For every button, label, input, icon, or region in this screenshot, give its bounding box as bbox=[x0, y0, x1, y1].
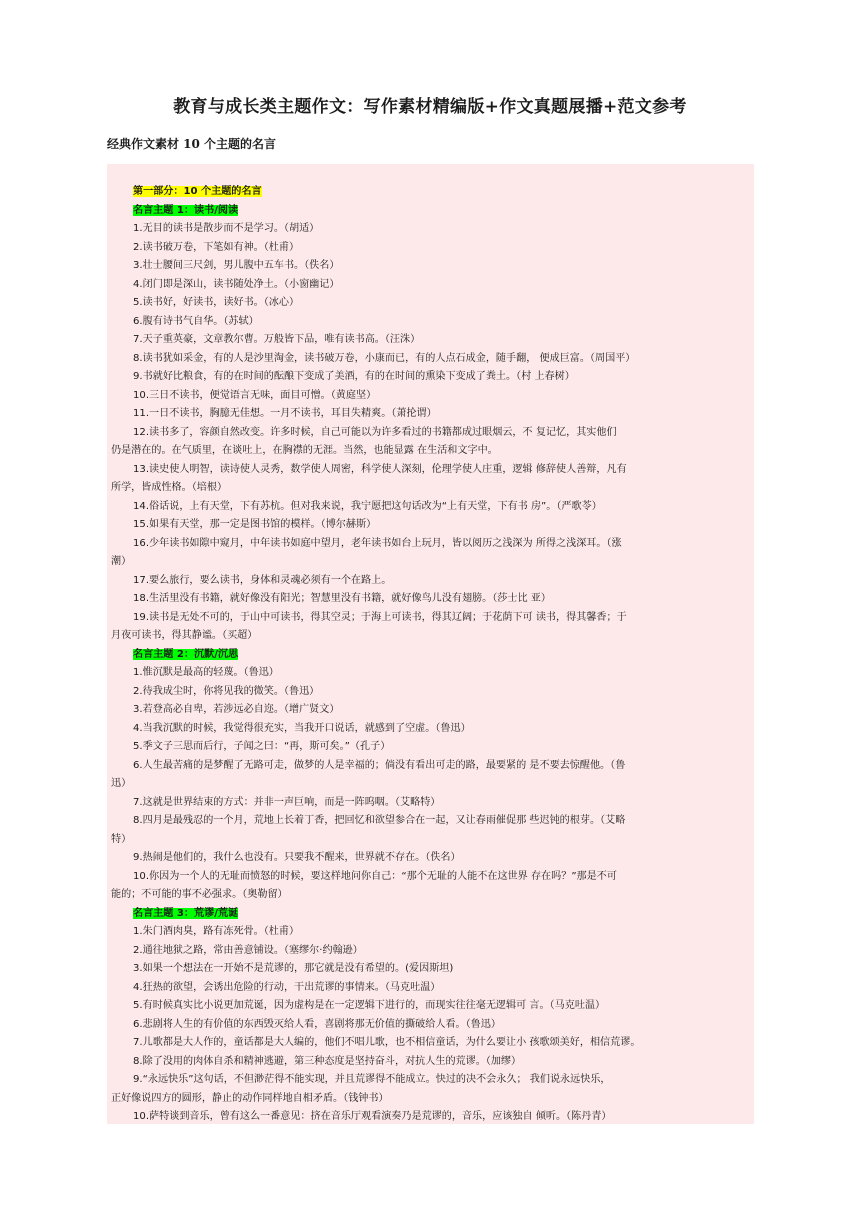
quote-item: 7.儿歌都是大人作的，童话都是大人编的，他们不唱儿歌，也不相信童话，为什么要让小 孩歌颂美好，相信荒谬。 bbox=[133, 1037, 641, 1048]
quote-item: 7.这就是世界结束的方式：并非一声巨响，而是一阵呜咽。（艾略特） bbox=[133, 796, 441, 808]
quote-continuation: 潮） bbox=[111, 556, 132, 567]
quote-item: 19.读书是无处不可的，于山中可读书，得其空灵；于海上可读书，得其辽阔；于花荫下可 读书，得其馨香；于 bbox=[133, 611, 627, 623]
quote-item: 2.通往地狱之路，常由善意铺设。（塞缪尔·约翰逊） bbox=[133, 944, 363, 956]
theme-heading-label: 名言主题 1：读书/阅读 bbox=[133, 204, 239, 216]
quote-item: 13.读史使人明智，读诗使人灵秀，数学使人周密，科学使人深刻，伦理学使人庄重，逻辑 修辞使人善辩，凡有 bbox=[133, 463, 627, 475]
quote-item: 9.书就好比粮食，有的在时间的酝酿下变成了美酒，有的在时间的熏染下变成了粪土。（村 上春树） bbox=[133, 371, 575, 382]
document-title: 教育与成长类主题作文：写作素材精编版+作文真题展播+范文参考 bbox=[173, 97, 687, 117]
quote-item: 4.当我沉默的时候，我觉得很充实，当我开口说话，就感到了空虚。（鲁迅） bbox=[133, 722, 471, 734]
quote-item: 2.读书破万卷，下笔如有神。（杜甫） bbox=[133, 241, 300, 253]
quote-item: 1.惟沉默是最高的轻蔑。（鲁迅） bbox=[133, 667, 279, 678]
quote-continuation: 能的；不可能的事不必强求。（奥勒留） bbox=[111, 889, 288, 900]
quote-item: 1.朱门酒肉臭，路有冻死骨。（杜甫） bbox=[133, 926, 300, 937]
quote-item: 6.人生最苦痛的是梦醒了无路可走，做梦的人是幸福的；倘没有看出可走的路，最要紧的 是不要去惊醒他。（鲁 bbox=[133, 759, 626, 771]
quote-item: 7.天子重英豪，文章教尔曹。万般皆下品，唯有读书高。（汪洙） bbox=[133, 334, 421, 345]
quote-item: 9.“永远快乐”这句话，不但渺茫得不能实现，并且荒谬得不能成立。快过的决不会永久； 我们说永远快乐， bbox=[133, 1074, 611, 1085]
quote-item: 3.若登高必自卑，若涉远必自迩。（增广贤文） bbox=[133, 704, 340, 715]
quote-item: 6.悲剧将人生的有价值的东西毁灭给人看，喜剧将那无价值的撕破给人看。（鲁迅） bbox=[133, 1018, 501, 1030]
quote-item: 10.你因为一个人的无耻而愤怒的时候，要这样地问你自己：“那个无耻的人能不在这世界 存在吗？”那是不可 bbox=[133, 870, 617, 882]
quote-item: 14.俗话说，上有天堂，下有苏杭。但对我来说，我宁愿把这句话改为“上有天堂，下有书 房”。（严歌苓） bbox=[133, 500, 602, 512]
quote-continuation: 正好像说四方的圆形，静止的动作同样地自相矛盾。（钱钟书） bbox=[111, 1092, 389, 1104]
quote-continuation: 仍是潜在的。在气质里，在谈吐上，在胸襟的无涯。当然，也能显露 在生活和文字中。 bbox=[111, 445, 498, 456]
quote-item: 3.如果一个想法在一开始不是荒谬的，那它就是没有希望的。(爱因斯坦) bbox=[133, 963, 454, 974]
quote-item: 8.读书犹如采金，有的人是沙里淘金，读书破万卷，小康而已，有的人点石成金，随手翻， 便成巨富。（周国平） bbox=[133, 352, 636, 364]
document-subtitle: 经典作文素材 10 个主题的名言 bbox=[107, 137, 277, 151]
theme-heading bbox=[107, 905, 754, 924]
quote-continuation: 所学，皆成性格。（培根） bbox=[111, 482, 228, 493]
quote-item: 8.四月是最残忍的一个月，荒地上长着丁香，把回忆和欲望参合在一起，又让春雨催促那 些迟钝的根芽。（艾略 bbox=[133, 815, 626, 826]
quote-item: 16.少年读书如隙中窥月，中年读书如庭中望月，老年读书如台上玩月，皆以阅历之浅深为 所得之浅深耳。（涨 bbox=[133, 537, 622, 549]
theme-heading bbox=[107, 202, 754, 221]
quote-item: 15.如果有天堂，那一定是图书馆的模样。（博尔赫斯） bbox=[133, 519, 377, 530]
quote-item: 1.无目的读书是散步而不是学习。（胡适） bbox=[133, 223, 320, 234]
quote-item: 5.季文子三思而后行，子闻之曰：“再，斯可矣。”（孔子） bbox=[133, 741, 391, 752]
quote-continuation: 特） bbox=[111, 833, 132, 845]
quote-item: 6.腹有诗书气自华。（苏轼） bbox=[133, 315, 259, 327]
quote-item: 5.有时候真实比小说更加荒诞，因为虚构是在一定逻辑下进行的，而现实往往毫无逻辑可 言。（马克吐温） bbox=[133, 1000, 606, 1011]
quote-item: 12.读书多了，容颜自然改变。许多时候，自己可能以为许多看过的书籍都成过眼烟云，不 复记忆，其实他们 bbox=[133, 426, 617, 438]
quote-item: 5.读书好，好读书，读好书。（冰心） bbox=[133, 297, 300, 308]
quote-item: 18.生活里没有书籍，就好像没有阳光；智慧里没有书籍，就好像鸟儿没有翅膀。（莎士比 亚） bbox=[133, 593, 551, 604]
quote-item: 9.热闹是他们的，我什么也没有。只要我不醒来，世界就不存在。（佚名） bbox=[133, 852, 461, 863]
quote-item: 2.待我成尘时，你将见我的微笑。（鲁迅） bbox=[133, 685, 320, 697]
part-heading-label: 第一部分：10 个主题的名言 bbox=[133, 186, 262, 197]
quote-item: 4.狂热的欲望，会诱出危险的行动，干出荒谬的事情来。（马克吐温） bbox=[133, 981, 441, 993]
quote-continuation: 月夜可读书，得其静谧。（买超） bbox=[111, 630, 258, 641]
quote-item: 8.除了没用的肉体自杀和精神逃避，第三种态度是坚持奋斗，对抗人生的荒谬。（加缪） bbox=[133, 1055, 522, 1067]
part-heading bbox=[107, 183, 754, 202]
quote-item: 10.三日不读书，便觉语言无味，面目可憎。（黄庭坚） bbox=[133, 389, 377, 401]
theme-heading-label: 名言主题 2：沉默/沉思 bbox=[133, 648, 239, 660]
quote-item: 4.闭门即是深山，读书随处净土。（小窗幽记） bbox=[133, 278, 340, 290]
quotes-list bbox=[107, 202, 754, 1125]
theme-heading bbox=[107, 646, 754, 665]
quote-item: 11.一日不读书，胸臆无佳想。一月不读书，耳目失精爽。（萧抡谓） bbox=[133, 408, 437, 419]
quotes-panel bbox=[107, 164, 754, 1124]
quote-item: 17.要么旅行，要么读书，身体和灵魂必须有一个在路上。 bbox=[133, 574, 392, 586]
quote-continuation: 迅） bbox=[111, 778, 132, 789]
theme-heading-label: 名言主题 3：荒谬/荒诞 bbox=[133, 907, 239, 919]
quote-item: 10.萨特谈到音乐，曾有这么一番意见：挤在音乐厅观看演奏乃是荒谬的，音乐，应该独自 倾听。（陈丹青） bbox=[133, 1111, 612, 1122]
quote-item: 3.壮士腰间三尺剑，男儿腹中五车书。（佚名） bbox=[133, 260, 340, 271]
